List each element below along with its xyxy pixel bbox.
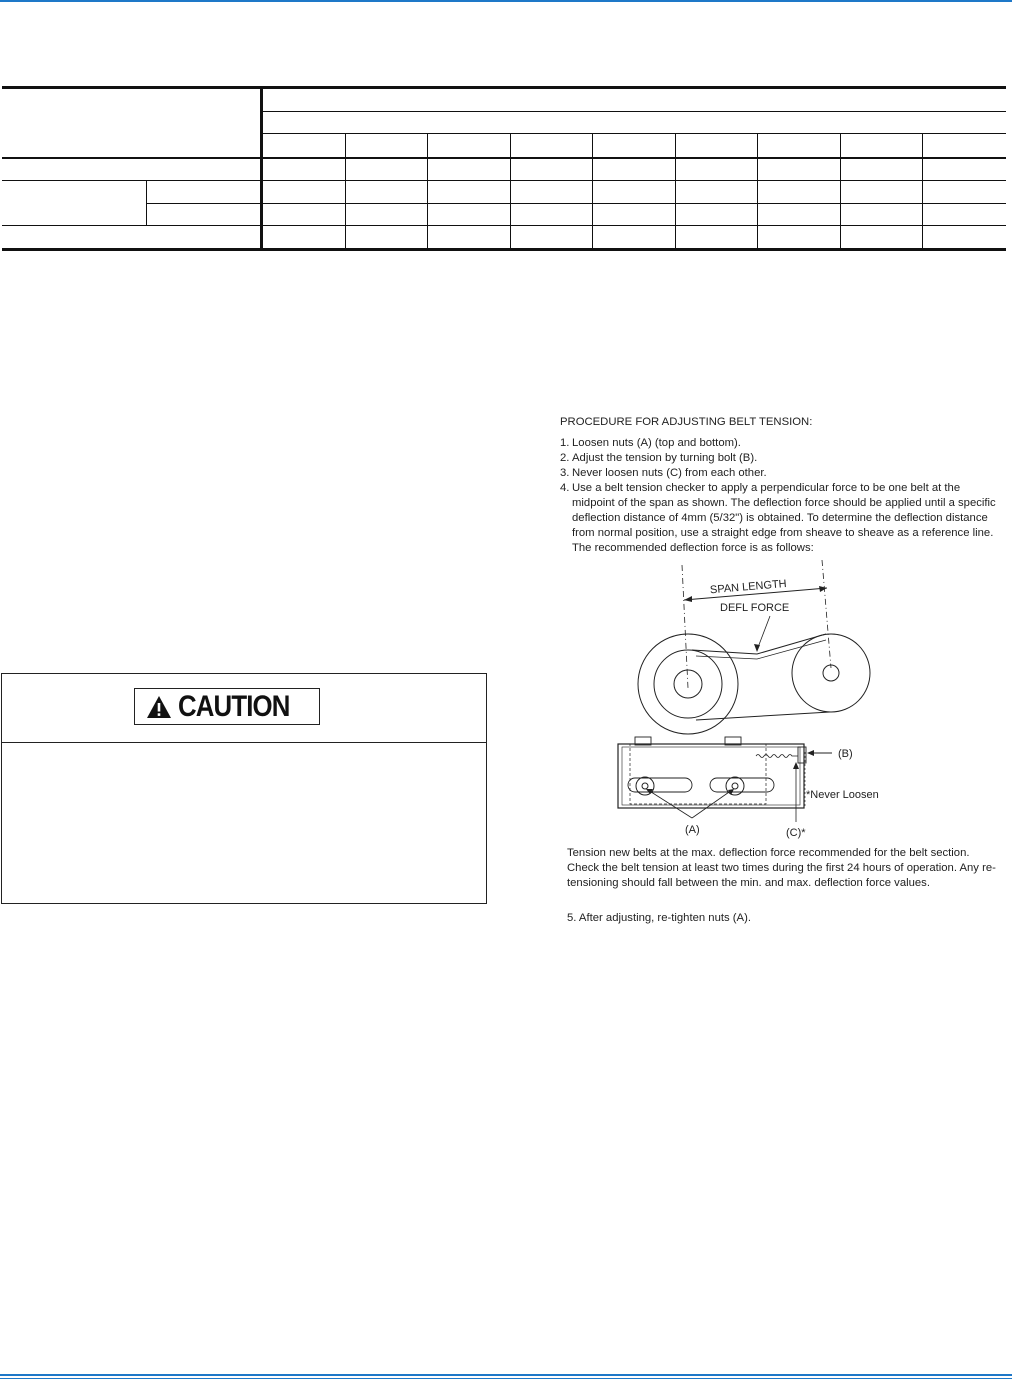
step-number: 3. — [560, 467, 570, 479]
procedure-step-5: 5. After adjusting, re-tighten nuts (A). — [567, 912, 751, 924]
table-col — [675, 134, 676, 249]
caution-box — [1, 673, 487, 904]
table-col — [840, 134, 841, 249]
table-rule-top — [2, 86, 1006, 89]
caution-label: CAUTION — [178, 689, 290, 723]
label-a: (A) — [685, 824, 700, 836]
bottom-rule — [0, 1374, 1012, 1376]
step-number: 1. — [560, 437, 570, 449]
caution-sign — [134, 688, 320, 725]
bottom-rule-thin — [0, 1378, 1012, 1379]
motor-base — [618, 744, 804, 808]
procedure-step — [560, 451, 1005, 466]
span-length-label: SPAN LENGTH — [709, 577, 788, 597]
belt-tension-procedure — [560, 415, 1005, 556]
belt-tension-diagram — [600, 560, 900, 845]
caution-divider — [2, 742, 486, 743]
table-rule-bottom — [2, 248, 1006, 251]
table-rule — [262, 133, 1006, 134]
table-col-divider — [146, 181, 147, 225]
warning-triangle-icon — [146, 695, 172, 719]
step-number: 4. — [560, 482, 570, 494]
table-rule — [2, 225, 1006, 226]
never-loosen-label: *Never Loosen — [806, 789, 879, 801]
step-text: Loosen nuts (A) (top and bottom). — [572, 437, 741, 449]
procedure-step — [560, 466, 1005, 481]
procedure-step — [560, 481, 1005, 556]
table-rule — [2, 180, 1006, 181]
step-text: Never loosen nuts (C) from each other. — [572, 467, 767, 479]
table-col-divider — [260, 88, 263, 250]
table-rule — [2, 157, 1006, 159]
table-col — [510, 134, 511, 249]
table-col — [345, 134, 346, 249]
procedure-title: PROCEDURE FOR ADJUSTING BELT TENSION: — [560, 416, 813, 428]
table-col — [592, 134, 593, 249]
label-c: (C)* — [786, 827, 806, 839]
table-rule — [262, 111, 1006, 112]
label-b: (B) — [838, 748, 853, 760]
table-rule — [147, 203, 1006, 204]
belt-spec-table — [0, 0, 1012, 260]
table-col — [922, 134, 923, 249]
table-col — [757, 134, 758, 249]
defl-force-label: DEFL FORCE — [720, 602, 790, 614]
step-number: 2. — [560, 452, 570, 464]
tensioning-note: Tension new belts at the max. deflection force recommended for the belt section. Check the belt tension at least two times during the first 24 hours of operation. Any re-tensioning should fall between the min. and max. deflection force values. — [567, 847, 996, 889]
step-text: Adjust the tension by turning bolt (B). — [572, 452, 758, 464]
step-text: Use a belt tension checker to apply a perpendicular force to be one belt at the midpoint of the span as shown. The deflection force should be applied until a specific deflection distance of 4mm (5/32") is obtained. To determine the deflection distance from normal position, use a straight edge from sheave to sheave as a reference line. The recommended deflection force is as follows: — [572, 482, 996, 554]
table-col — [427, 134, 428, 249]
fan-sheave — [792, 634, 870, 712]
procedure-step — [560, 436, 1005, 451]
